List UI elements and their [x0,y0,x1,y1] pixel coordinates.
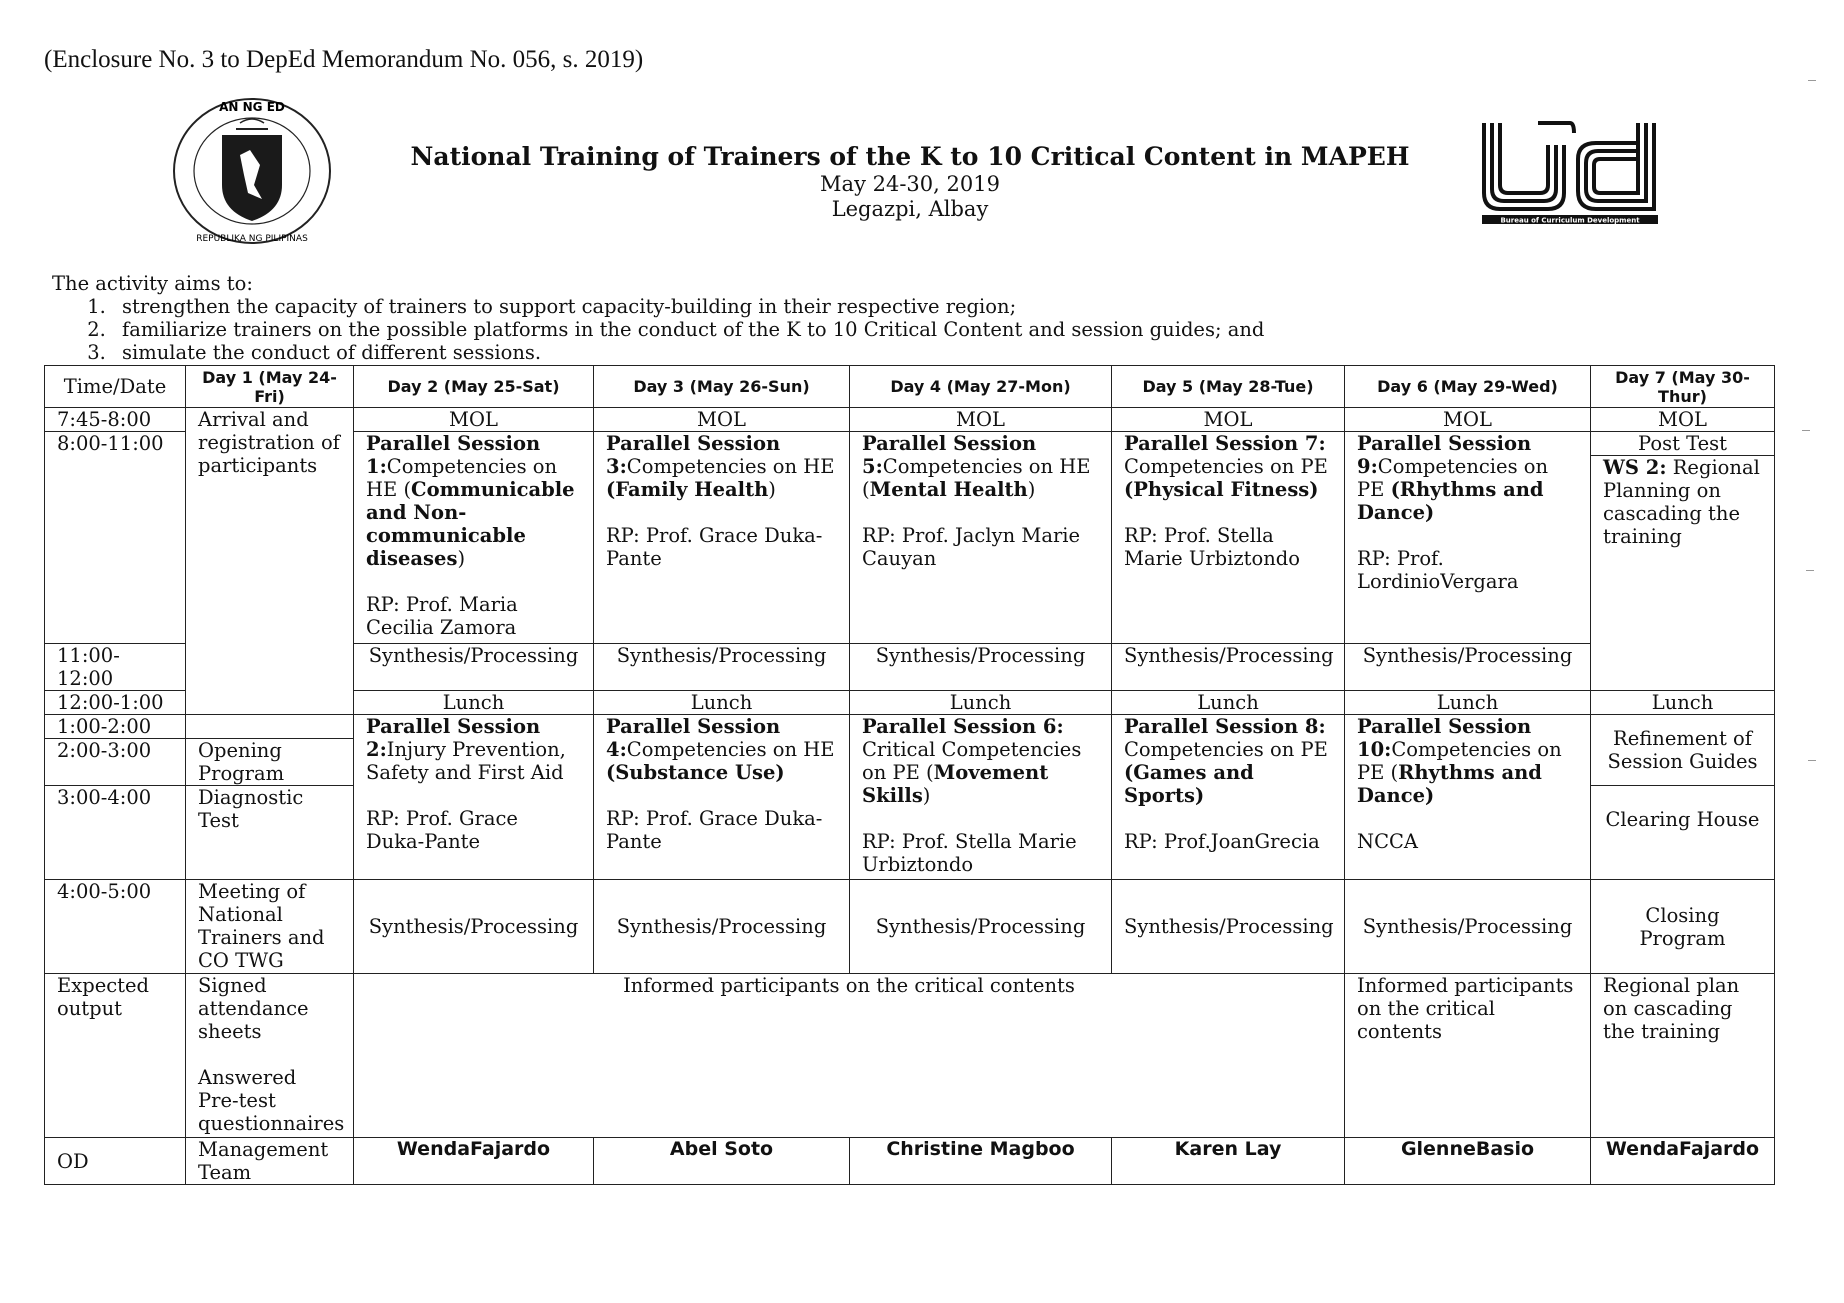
scan-mark [1802,430,1810,431]
svg-text:REPUBLIKA NG PILIPINAS: REPUBLIKA NG PILIPINAS [196,234,308,244]
resource-person: RP: Prof. Grace Duka-Pante [606,524,823,570]
session-cell: Parallel Session 2:Injury Prevention, Safety and First Aid RP: Prof. Grace Duka-Pante [354,715,594,880]
session-cell: Parallel Session 1:Competencies on HE (Communicable and Non-communicable diseases) RP: Prof. Maria Cecilia Zamora [354,432,594,644]
scan-mark [1808,760,1816,761]
col-header-day1: Day 1 (May 24-Fri) [186,366,354,408]
scan-mark [1806,570,1814,571]
resource-person: RP: Prof. Jaclyn Marie Cauyan [862,524,1081,570]
col-header-day6: Day 6 (May 29-Wed) [1345,366,1591,408]
deped-seal [170,95,335,247]
ws2-cell: WS 2: Regional Planning on cascading the training [1591,456,1775,691]
col-header-day7: Day 7 (May 30-Thur) [1591,366,1775,408]
aim-item: 1. strengthen the capacity of trainers to support capacity-building in their respective region; [112,295,1264,318]
session-cell: Parallel Session 6: Critical Competencies on PE (Movement Skills) RP: Prof. Stella Marie Urbiztondo [850,715,1112,880]
session-cell: Parallel Session 3:Competencies on HE (Family Health) RP: Prof. Grace Duka-Pante [594,432,850,644]
time-cell: OD [45,1138,186,1185]
bcd-logo [1478,115,1663,227]
od-name: WendaFajardo [1591,1138,1775,1185]
mol-cell: MOL [594,408,850,432]
output-cell: Informed participants on the critical contents [1345,974,1591,1138]
day1-meeting: Meeting of National Trainers and CO TWG [186,880,354,974]
session-cell: Parallel Session 4:Competencies on HE (Substance Use) RP: Prof. Grace Duka-Pante [594,715,850,880]
output-cell: Regional plan on cascading the training [1591,974,1775,1138]
post-test-cell: Post Test [1591,432,1775,456]
resource-person: NCCA [1357,830,1418,853]
od-name: Christine Magboo [850,1138,1112,1185]
svg-text:AN NG ED: AN NG ED [219,100,285,114]
schedule-table [44,365,1775,1185]
enclosure-note: (Enclosure No. 3 to DepEd Memorandum No. 056, s. 2019) [44,46,644,73]
aims-list [52,295,1264,364]
scan-mark [1808,80,1816,81]
day1-output: Signed attendance sheets Answered Pre-test questionnaires [186,974,354,1138]
lunch-cell: Lunch [850,691,1112,715]
synthesis-cell: Synthesis/Processing [850,880,1112,974]
col-header-day4: Day 4 (May 27-Mon) [850,366,1112,408]
table-row [45,880,1775,974]
synthesis-cell: Synthesis/Processing [1112,880,1345,974]
synthesis-cell: Synthesis/Processing [354,880,594,974]
output-cell: Informed participants on the critical contents [354,974,1345,1138]
closing-program-cell: Closing Program [1591,880,1775,974]
time-cell: Expected output [45,974,186,1138]
col-header-day2: Day 2 (May 25-Sat) [354,366,594,408]
table-row [45,974,1775,1138]
synthesis-cell: Synthesis/Processing [594,880,850,974]
bcd-logo-caption: Bureau of Curriculum Development [1500,216,1640,225]
resource-person: RP: Prof. Grace Duka-Pante [606,807,823,853]
aims-section [52,272,1264,364]
document-header [360,142,1460,221]
day1-opening: Opening Program [186,739,354,786]
clearing-house-cell: Clearing House [1591,786,1775,880]
synthesis-cell: Synthesis/Processing [594,644,850,691]
session-cell: Parallel Session 9:Competencies on PE (Rhythms and Dance) RP: Prof. LordinioVergara [1345,432,1591,644]
od-name: Abel Soto [594,1138,850,1185]
aim-item: 2. familiarize trainers on the possible platforms in the conduct of the K to 10 Critical Content and session guides; and [112,318,1264,341]
table-row [45,408,1775,432]
lunch-cell: Lunch [594,691,850,715]
resource-person: RP: Prof.JoanGrecia [1124,830,1320,853]
synthesis-cell: Synthesis/Processing [1345,880,1591,974]
document-venue: Legazpi, Albay [831,197,989,221]
mol-cell: MOL [850,408,1112,432]
header-row [45,366,1775,408]
table-row [45,1138,1775,1185]
mol-cell: MOL [1112,408,1345,432]
time-cell: 3:00-4:00 [45,786,186,880]
resource-person: RP: Prof. Grace Duka-Pante [366,807,518,853]
resource-person: RP: Prof. Stella Marie Urbiztondo [1124,524,1300,570]
session-cell: Parallel Session 7: Competencies on PE (Physical Fitness) RP: Prof. Stella Marie Urbiztondo [1112,432,1345,644]
day1-empty [186,715,354,739]
synthesis-cell: Synthesis/Processing [354,644,594,691]
synthesis-cell: Synthesis/Processing [1345,644,1591,691]
refinement-cell: Refinement of Session Guides [1591,715,1775,786]
col-header-day5: Day 5 (May 28-Tue) [1112,366,1345,408]
col-header-day3: Day 3 (May 26-Sun) [594,366,850,408]
time-cell: 8:00-11:00 [45,432,186,644]
lunch-cell: Lunch [1112,691,1345,715]
time-cell: 2:00-3:00 [45,739,186,786]
document-title: National Training of Trainers of the K to 10 Critical Content in MAPEH [410,142,1410,171]
od-name: GlenneBasio [1345,1138,1591,1185]
time-cell: 11:00-12:00 [45,644,186,691]
time-cell: 7:45-8:00 [45,408,186,432]
day1-arrival: Arrival and registration of participants [186,408,354,715]
table-row [45,715,1775,739]
mol-cell: MOL [1591,408,1775,432]
od-name: WendaFajardo [354,1138,594,1185]
day1-od: Management Team [186,1138,354,1185]
aim-item: 3. simulate the conduct of different sessions. [112,341,1264,364]
session-cell: Parallel Session 8: Competencies on PE (Games and Sports) RP: Prof.JoanGrecia [1112,715,1345,880]
time-cell: 4:00-5:00 [45,880,186,974]
col-header-time: Time/Date [45,366,186,408]
time-cell: 1:00-2:00 [45,715,186,739]
session-cell: Parallel Session 10:Competencies on PE (Rhythms and Dance) NCCA [1345,715,1591,880]
day1-diagnostic: Diagnostic Test [186,786,354,880]
mol-cell: MOL [354,408,594,432]
lunch-cell: Lunch [1591,691,1775,715]
session-cell: Parallel Session 5:Competencies on HE (Mental Health) RP: Prof. Jaclyn Marie Cauyan [850,432,1112,644]
aims-intro: The activity aims to: [52,272,253,295]
od-name: Karen Lay [1112,1138,1345,1185]
mol-cell: MOL [1345,408,1591,432]
resource-person: RP: Prof. Stella Marie Urbiztondo [862,830,1077,876]
synthesis-cell: Synthesis/Processing [850,644,1112,691]
lunch-cell: Lunch [354,691,594,715]
synthesis-cell: Synthesis/Processing [1112,644,1345,691]
lunch-cell: Lunch [1345,691,1591,715]
resource-person: RP: Prof. Maria Cecilia Zamora [366,593,518,639]
document-dates: May 24-30, 2019 [820,172,1000,196]
resource-person: RP: Prof. LordinioVergara [1357,547,1519,593]
time-cell: 12:00-1:00 [45,691,186,715]
